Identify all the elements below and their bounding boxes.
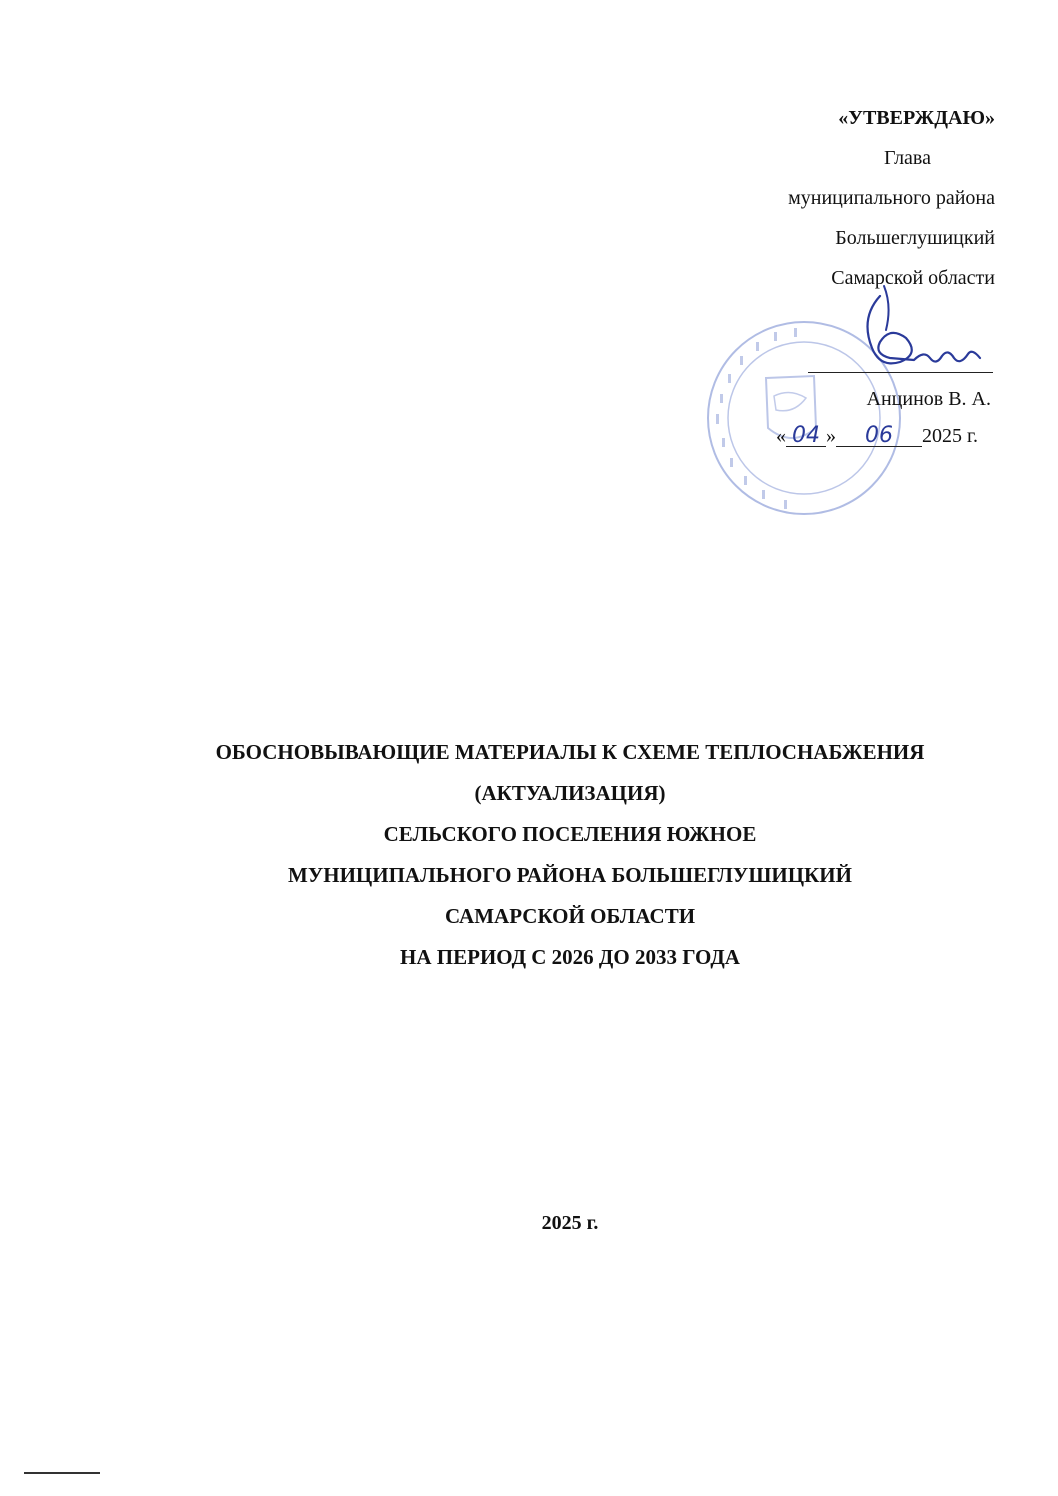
date-month: 06 <box>836 426 922 447</box>
date-year: 2025 г. <box>922 425 978 447</box>
footer-divider <box>24 1472 100 1474</box>
approval-region-name: Большеглушицкий <box>835 227 995 249</box>
title-line: (АКТУАЛИЗАЦИЯ) <box>474 781 666 805</box>
title-line: ОБОСНОВЫВАЮЩИЕ МАТЕРИАЛЫ К СХЕМЕ ТЕПЛОСНАБЖЕНИЯ <box>215 740 925 764</box>
title-line: САМАРСКОЙ ОБЛАСТИ <box>444 904 696 928</box>
date-open-quote: « <box>776 425 786 447</box>
document-year: 2025 г. <box>541 1212 599 1234</box>
approval-post: Глава <box>884 147 931 169</box>
title-line: МУНИЦИПАЛЬНОГО РАЙОНА БОЛЬШЕГЛУШИЦКИЙ <box>288 863 852 887</box>
title-line: СЕЛЬСКОГО ПОСЕЛЕНИЯ ЮЖНОЕ <box>383 822 757 846</box>
approval-heading: «УТВЕРЖДАЮ» <box>838 107 995 129</box>
approval-district: муниципального района <box>788 187 995 209</box>
signature-line <box>808 372 993 373</box>
title-line: НА ПЕРИОД С 2026 ДО 2033 ГОДА <box>400 945 740 969</box>
document-title <box>150 732 990 978</box>
approval-region-oblast: Самарской области <box>831 267 995 289</box>
approval-date <box>776 425 978 448</box>
date-day: 04 <box>786 426 826 447</box>
signer-name: Анцинов В. А. <box>866 388 991 410</box>
date-close-quote: » <box>826 425 836 447</box>
